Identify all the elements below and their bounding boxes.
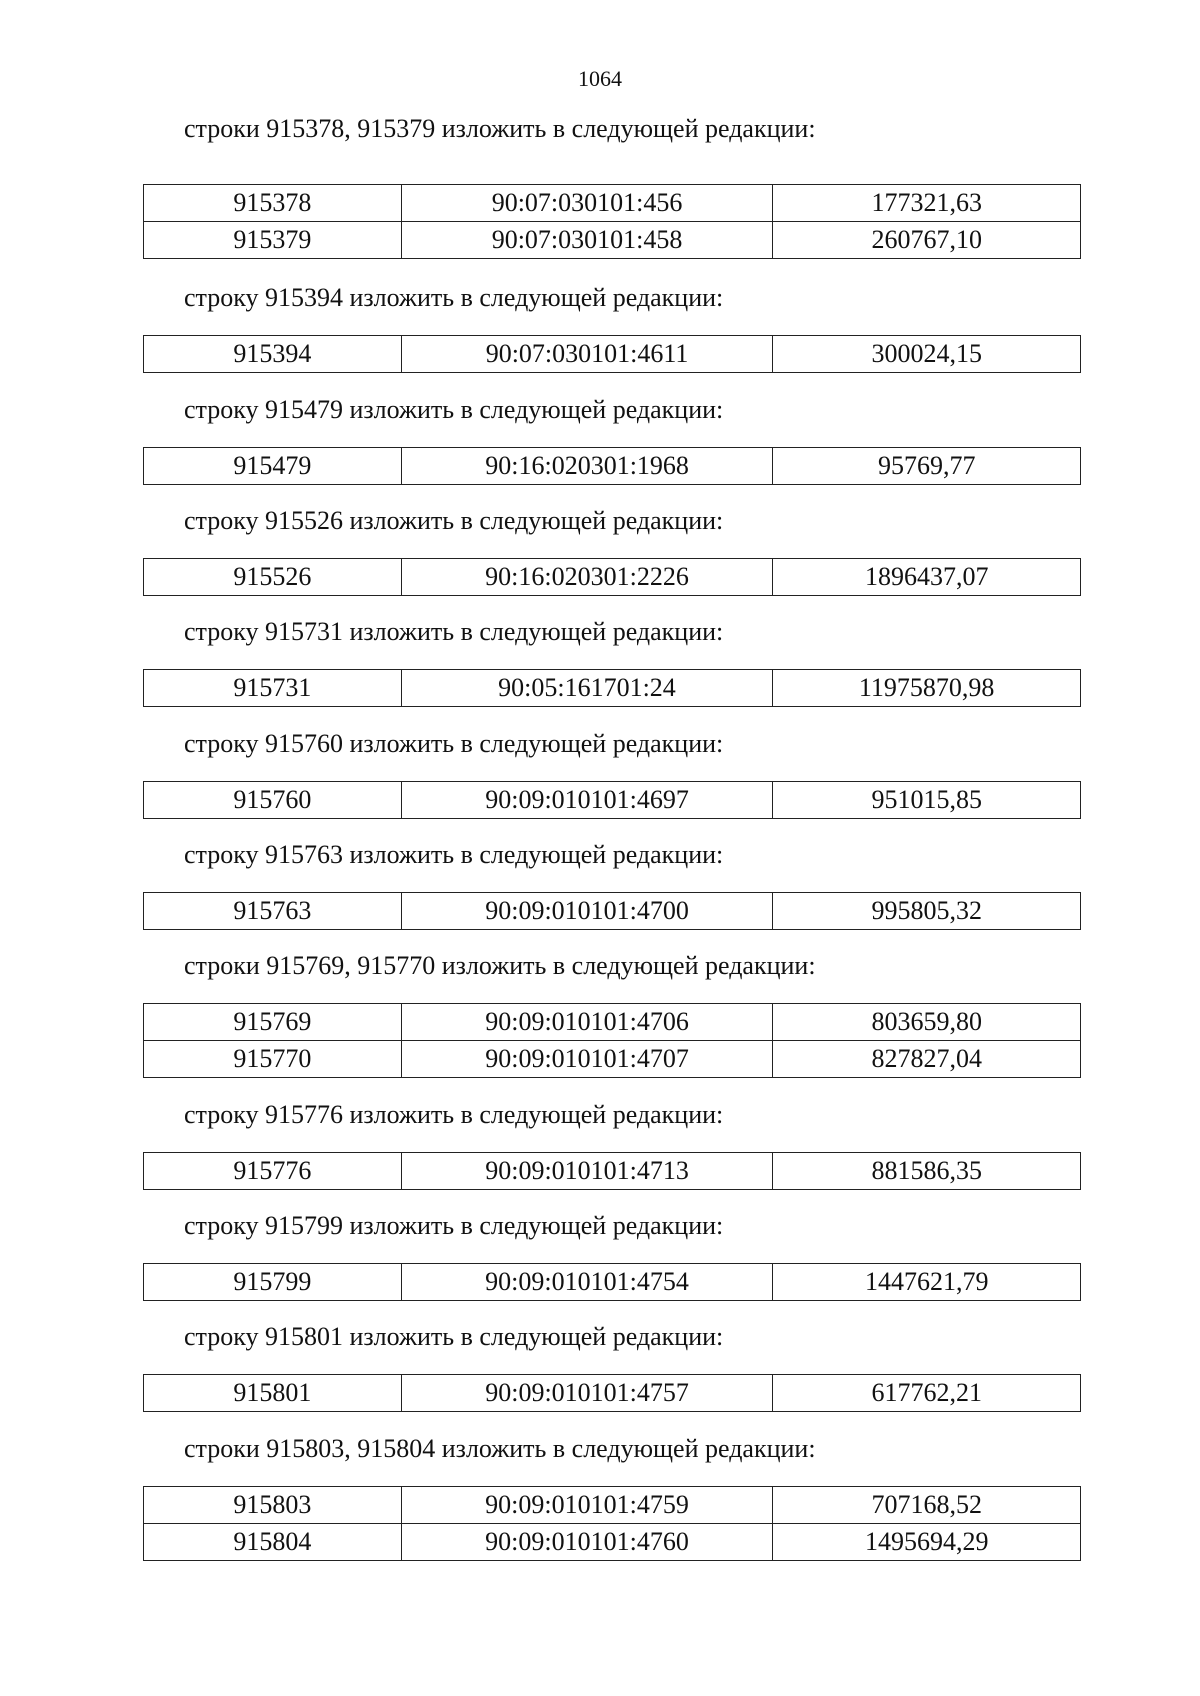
cadastral-number-cell: 90:09:010101:4760 [401, 1524, 773, 1561]
value-cell: 1896437,07 [773, 559, 1081, 596]
row-number-cell: 915526 [144, 559, 402, 596]
row-number-cell: 915731 [144, 670, 402, 707]
rows-table [143, 1486, 1081, 1561]
rows-table [143, 184, 1081, 259]
row-number-cell: 915394 [144, 336, 402, 373]
rows-table [143, 1374, 1081, 1412]
instruction-text: строку 915763 изложить в следующей редакции: [184, 840, 724, 869]
table-row [144, 1153, 1081, 1190]
table-row [144, 336, 1081, 373]
row-number-cell: 915799 [144, 1264, 402, 1301]
row-number-cell: 915801 [144, 1375, 402, 1412]
value-cell: 300024,15 [773, 336, 1081, 373]
row-number-cell: 915769 [144, 1004, 402, 1041]
table-row [144, 448, 1081, 485]
table-row [144, 893, 1081, 930]
page-number: 1064 [578, 66, 622, 91]
table-row [144, 1264, 1081, 1301]
value-cell: 617762,21 [773, 1375, 1081, 1412]
instruction-text: строки 915378, 915379 изложить в следующей редакции: [184, 114, 816, 143]
cadastral-number-cell: 90:07:030101:456 [401, 185, 773, 222]
cadastral-number-cell: 90:16:020301:2226 [401, 559, 773, 596]
table-row [144, 1004, 1081, 1041]
cadastral-number-cell: 90:09:010101:4757 [401, 1375, 773, 1412]
value-cell: 707168,52 [773, 1487, 1081, 1524]
rows-table [143, 1003, 1081, 1078]
row-number-cell: 915804 [144, 1524, 402, 1561]
table-row [144, 1375, 1081, 1412]
cadastral-number-cell: 90:05:161701:24 [401, 670, 773, 707]
table-row [144, 782, 1081, 819]
table-row [144, 670, 1081, 707]
rows-table [143, 335, 1081, 373]
value-cell: 11975870,98 [773, 670, 1081, 707]
table-row [144, 1041, 1081, 1078]
rows-table [143, 781, 1081, 819]
value-cell: 995805,32 [773, 893, 1081, 930]
table-row [144, 222, 1081, 259]
rows-table [143, 669, 1081, 707]
value-cell: 1447621,79 [773, 1264, 1081, 1301]
cadastral-number-cell: 90:09:010101:4713 [401, 1153, 773, 1190]
cadastral-number-cell: 90:09:010101:4707 [401, 1041, 773, 1078]
row-number-cell: 915760 [144, 782, 402, 819]
instruction-text: строку 915801 изложить в следующей редакции: [184, 1322, 724, 1351]
cadastral-number-cell: 90:16:020301:1968 [401, 448, 773, 485]
row-number-cell: 915379 [144, 222, 402, 259]
rows-table [143, 447, 1081, 485]
cadastral-number-cell: 90:07:030101:4611 [401, 336, 773, 373]
row-number-cell: 915776 [144, 1153, 402, 1190]
cadastral-number-cell: 90:09:010101:4754 [401, 1264, 773, 1301]
rows-table [143, 892, 1081, 930]
value-cell: 827827,04 [773, 1041, 1081, 1078]
table-row [144, 185, 1081, 222]
value-cell: 95769,77 [773, 448, 1081, 485]
row-number-cell: 915763 [144, 893, 402, 930]
row-number-cell: 915378 [144, 185, 402, 222]
table-row [144, 559, 1081, 596]
value-cell: 177321,63 [773, 185, 1081, 222]
table-row [144, 1524, 1081, 1561]
cadastral-number-cell: 90:09:010101:4759 [401, 1487, 773, 1524]
instruction-text: строку 915760 изложить в следующей редакции: [184, 729, 724, 758]
instruction-text: строку 915776 изложить в следующей редакции: [184, 1100, 724, 1129]
cadastral-number-cell: 90:09:010101:4706 [401, 1004, 773, 1041]
instruction-text: строки 915803, 915804 изложить в следующей редакции: [184, 1434, 816, 1463]
value-cell: 1495694,29 [773, 1524, 1081, 1561]
instruction-text: строку 915526 изложить в следующей редакции: [184, 506, 724, 535]
value-cell: 951015,85 [773, 782, 1081, 819]
instruction-text: строку 915479 изложить в следующей редакции: [184, 395, 724, 424]
instruction-text: строку 915394 изложить в следующей редакции: [184, 283, 724, 312]
value-cell: 803659,80 [773, 1004, 1081, 1041]
cadastral-number-cell: 90:09:010101:4700 [401, 893, 773, 930]
rows-table [143, 1263, 1081, 1301]
instruction-text: строку 915731 изложить в следующей редакции: [184, 617, 724, 646]
value-cell: 881586,35 [773, 1153, 1081, 1190]
table-row [144, 1487, 1081, 1524]
row-number-cell: 915803 [144, 1487, 402, 1524]
row-number-cell: 915770 [144, 1041, 402, 1078]
row-number-cell: 915479 [144, 448, 402, 485]
instruction-text: строку 915799 изложить в следующей редакции: [184, 1211, 724, 1240]
rows-table [143, 558, 1081, 596]
value-cell: 260767,10 [773, 222, 1081, 259]
rows-table [143, 1152, 1081, 1190]
instruction-text: строки 915769, 915770 изложить в следующей редакции: [184, 951, 816, 980]
cadastral-number-cell: 90:09:010101:4697 [401, 782, 773, 819]
cadastral-number-cell: 90:07:030101:458 [401, 222, 773, 259]
